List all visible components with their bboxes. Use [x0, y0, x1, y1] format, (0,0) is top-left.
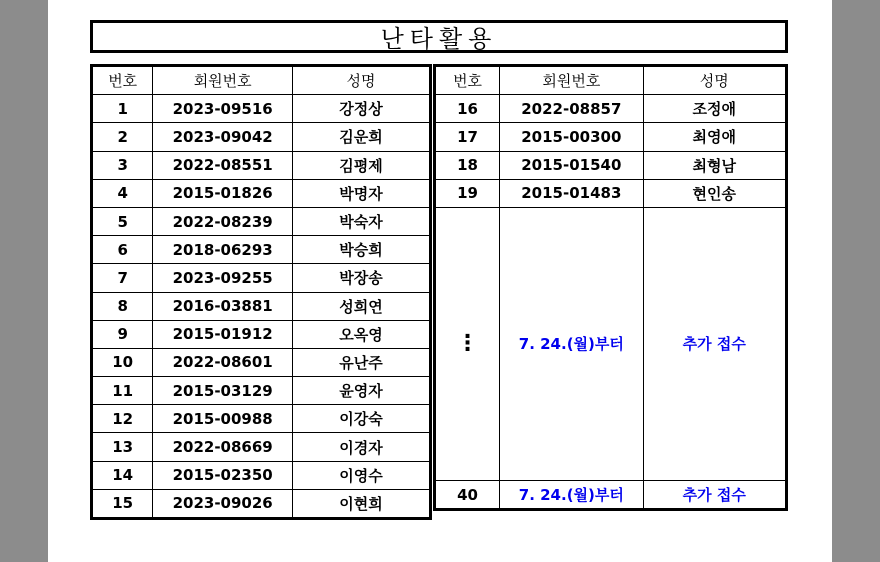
- table-row: [92, 377, 431, 405]
- table-row: [92, 489, 431, 518]
- cell-member-id: 2015-01540: [500, 151, 643, 179]
- cell-name: 이영수: [292, 461, 430, 489]
- cell-name: 조정애: [643, 95, 786, 123]
- cell-member-id: 2023-09255: [153, 264, 293, 292]
- cell-member-id: 2015-01826: [153, 179, 293, 207]
- cell-member-id: 2023-09516: [153, 95, 293, 123]
- table-row: [92, 264, 431, 292]
- cell-num: 13: [92, 433, 153, 461]
- table-row: [92, 405, 431, 433]
- cell-name: 최형남: [643, 151, 786, 179]
- cell-name: 이강숙: [292, 405, 430, 433]
- cell-member-id: 2015-02350: [153, 461, 293, 489]
- cell-name: 박장송: [292, 264, 430, 292]
- member-table-right: [433, 64, 788, 511]
- cell-name: 이현희: [292, 489, 430, 518]
- table-row: [92, 236, 431, 264]
- table-header-row: [92, 66, 431, 95]
- cell-num: 10: [92, 348, 153, 376]
- table-row: [435, 179, 787, 207]
- cell-name: 유난주: [292, 348, 430, 376]
- page-title: 난타활용: [90, 20, 788, 53]
- header-name: 성명: [643, 66, 786, 95]
- cell-member-id: 2023-09026: [153, 489, 293, 518]
- cell-num: 11: [92, 377, 153, 405]
- table-row: [435, 207, 787, 480]
- header-member-id: 회원번호: [500, 66, 643, 95]
- cell-name: 최영애: [643, 123, 786, 151]
- cell-name: 김평제: [292, 151, 430, 179]
- table-row: [92, 123, 431, 151]
- cell-num: 6: [92, 236, 153, 264]
- cell-num: 1: [92, 95, 153, 123]
- cell-name: 박숙자: [292, 207, 430, 235]
- cell-num: 12: [92, 405, 153, 433]
- cell-num: 18: [435, 151, 500, 179]
- cell-member-id: 2022-08857: [500, 95, 643, 123]
- cell-num: 5: [92, 207, 153, 235]
- cell-member-id: 2015-00988: [153, 405, 293, 433]
- table-row: [92, 348, 431, 376]
- table-row: [92, 95, 431, 123]
- cell-num: 17: [435, 123, 500, 151]
- cell-member-id: 2015-01912: [153, 320, 293, 348]
- cell-num: 14: [92, 461, 153, 489]
- cell-name: 김운희: [292, 123, 430, 151]
- cell-num: 7: [92, 264, 153, 292]
- cell-member-id: 2015-01483: [500, 179, 643, 207]
- cell-num: 4: [92, 179, 153, 207]
- cell-name: 박승희: [292, 236, 430, 264]
- cell-num: 15: [92, 489, 153, 518]
- cell-member-id: 2022-08669: [153, 433, 293, 461]
- member-table-left: [90, 64, 432, 520]
- cell-name: 박명자: [292, 179, 430, 207]
- cell-num: 40: [435, 480, 500, 509]
- cell-num: 2: [92, 123, 153, 151]
- cell-name: 성희연: [292, 292, 430, 320]
- header-num: 번호: [435, 66, 500, 95]
- table-row: [92, 461, 431, 489]
- table-row: [435, 151, 787, 179]
- table-row: [92, 207, 431, 235]
- cell-member-id: 2018-06293: [153, 236, 293, 264]
- table-row: [435, 123, 787, 151]
- cell-member-id: 2016-03881: [153, 292, 293, 320]
- cell-member-id: 2015-03129: [153, 377, 293, 405]
- cell-name: 현인송: [643, 179, 786, 207]
- cell-member-id: 2022-08551: [153, 151, 293, 179]
- cell-name: 추가 접수: [643, 207, 786, 480]
- document-page: [48, 0, 832, 562]
- cell-name: 강정상: [292, 95, 430, 123]
- header-member-id: 회원번호: [153, 66, 293, 95]
- cell-name: 이경자: [292, 433, 430, 461]
- cell-member-id: 2022-08601: [153, 348, 293, 376]
- cell-num: 8: [92, 292, 153, 320]
- cell-member-id: 2015-00300: [500, 123, 643, 151]
- header-num: 번호: [92, 66, 153, 95]
- cell-num: 3: [92, 151, 153, 179]
- table-row: [435, 95, 787, 123]
- cell-member-id: 7. 24.(월)부터: [500, 207, 643, 480]
- table-row: [92, 151, 431, 179]
- cell-member-id: 2023-09042: [153, 123, 293, 151]
- cell-name: 윤영자: [292, 377, 430, 405]
- cell-member-id: 2022-08239: [153, 207, 293, 235]
- cell-num: 19: [435, 179, 500, 207]
- cell-num: 9: [92, 320, 153, 348]
- table-row: [92, 433, 431, 461]
- table-header-row: [435, 66, 787, 95]
- table-row: [435, 480, 787, 509]
- table-row: [92, 292, 431, 320]
- cell-num: 16: [435, 95, 500, 123]
- cell-name: 오옥영: [292, 320, 430, 348]
- cell-name: 추가 접수: [643, 480, 786, 509]
- cell-num: ⋮: [435, 207, 500, 480]
- table-row: [92, 320, 431, 348]
- cell-member-id: 7. 24.(월)부터: [500, 480, 643, 509]
- header-name: 성명: [292, 66, 430, 95]
- table-row: [92, 179, 431, 207]
